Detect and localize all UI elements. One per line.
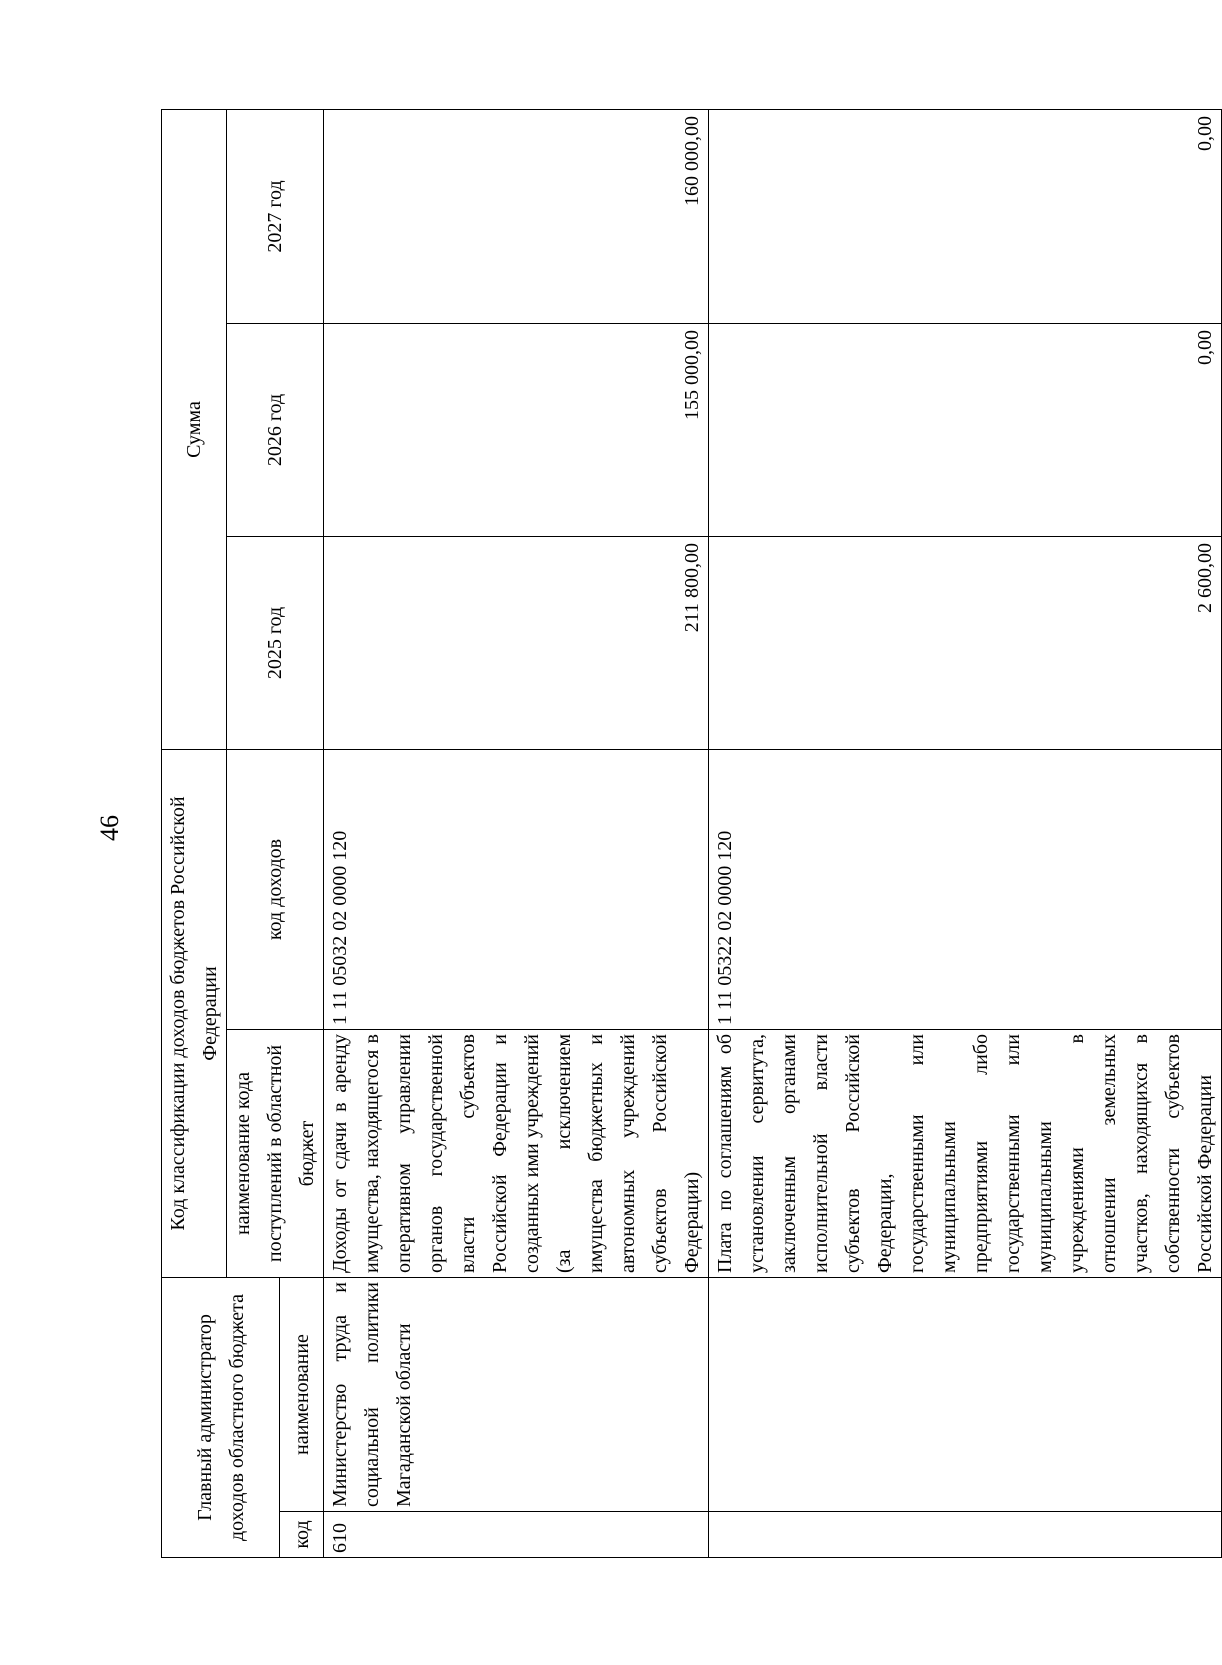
header-year-2027: 2027 год — [227, 109, 324, 323]
header-sum-group: Сумма — [162, 109, 227, 749]
income-code-cell: 1 11 05032 02 0000 120 — [324, 750, 709, 1030]
header-classification-group: Код классификации доходов бюджетов Российской Федерации — [162, 750, 227, 1278]
sum-2027-cell: 0,00 — [709, 109, 1222, 323]
table-row — [324, 109, 709, 1557]
admin-name-cell: Министерство труда и социальной политики Магаданской области — [324, 1278, 709, 1512]
income-name-cell: Плата по соглашениям об установлении сервитута, заключенным органами исполнительной власти субъектов Российской Федерации, государственными или муниципальными предприятиями либо государственными или муниципальными учреждениями в отношении земельных участков, находящихся в собственности субъектов Российской Федерации — [709, 1030, 1222, 1278]
sum-2025-cell: 2 600,00 — [709, 537, 1222, 750]
header-year-2026: 2026 год — [227, 324, 324, 537]
sum-2026-cell: 155 000,00 — [324, 324, 709, 537]
table-row — [709, 109, 1222, 1557]
rotated-table-container — [161, 110, 1216, 1558]
admin-code-cell: 610 — [324, 1512, 709, 1558]
sum-2026-cell: 0,00 — [709, 324, 1222, 537]
admin-code-cell — [709, 1512, 1222, 1558]
income-classification-table — [161, 109, 1222, 1558]
income-code-cell: 1 11 05322 02 0000 120 — [709, 750, 1222, 1030]
sum-2027-cell: 160 000,00 — [324, 109, 709, 323]
sum-2025-cell: 211 800,00 — [324, 537, 709, 750]
header-admin-code: код — [280, 1512, 324, 1558]
header-income-name: наименование кода поступлений в областной бюджет — [227, 1030, 324, 1278]
income-name-cell: Доходы от сдачи в аренду имущества, находящегося в оперативном управлении органов государственной власти субъектов Российской Федерации и созданных ими учреждений (за исключением имущества бюджетных и автономных учреждений субъектов Российской Федерации) — [324, 1030, 709, 1278]
admin-name-cell — [709, 1278, 1222, 1512]
header-admin-name: наименование — [280, 1278, 324, 1512]
rotated-table-frame — [161, 110, 1216, 1558]
header-income-code: код доходов — [227, 750, 324, 1030]
header-year-2025: 2025 год — [227, 537, 324, 750]
page-number: 46 — [95, 815, 124, 841]
header-admin-group: Главный администратор доходов областного бюджета — [162, 1278, 280, 1558]
